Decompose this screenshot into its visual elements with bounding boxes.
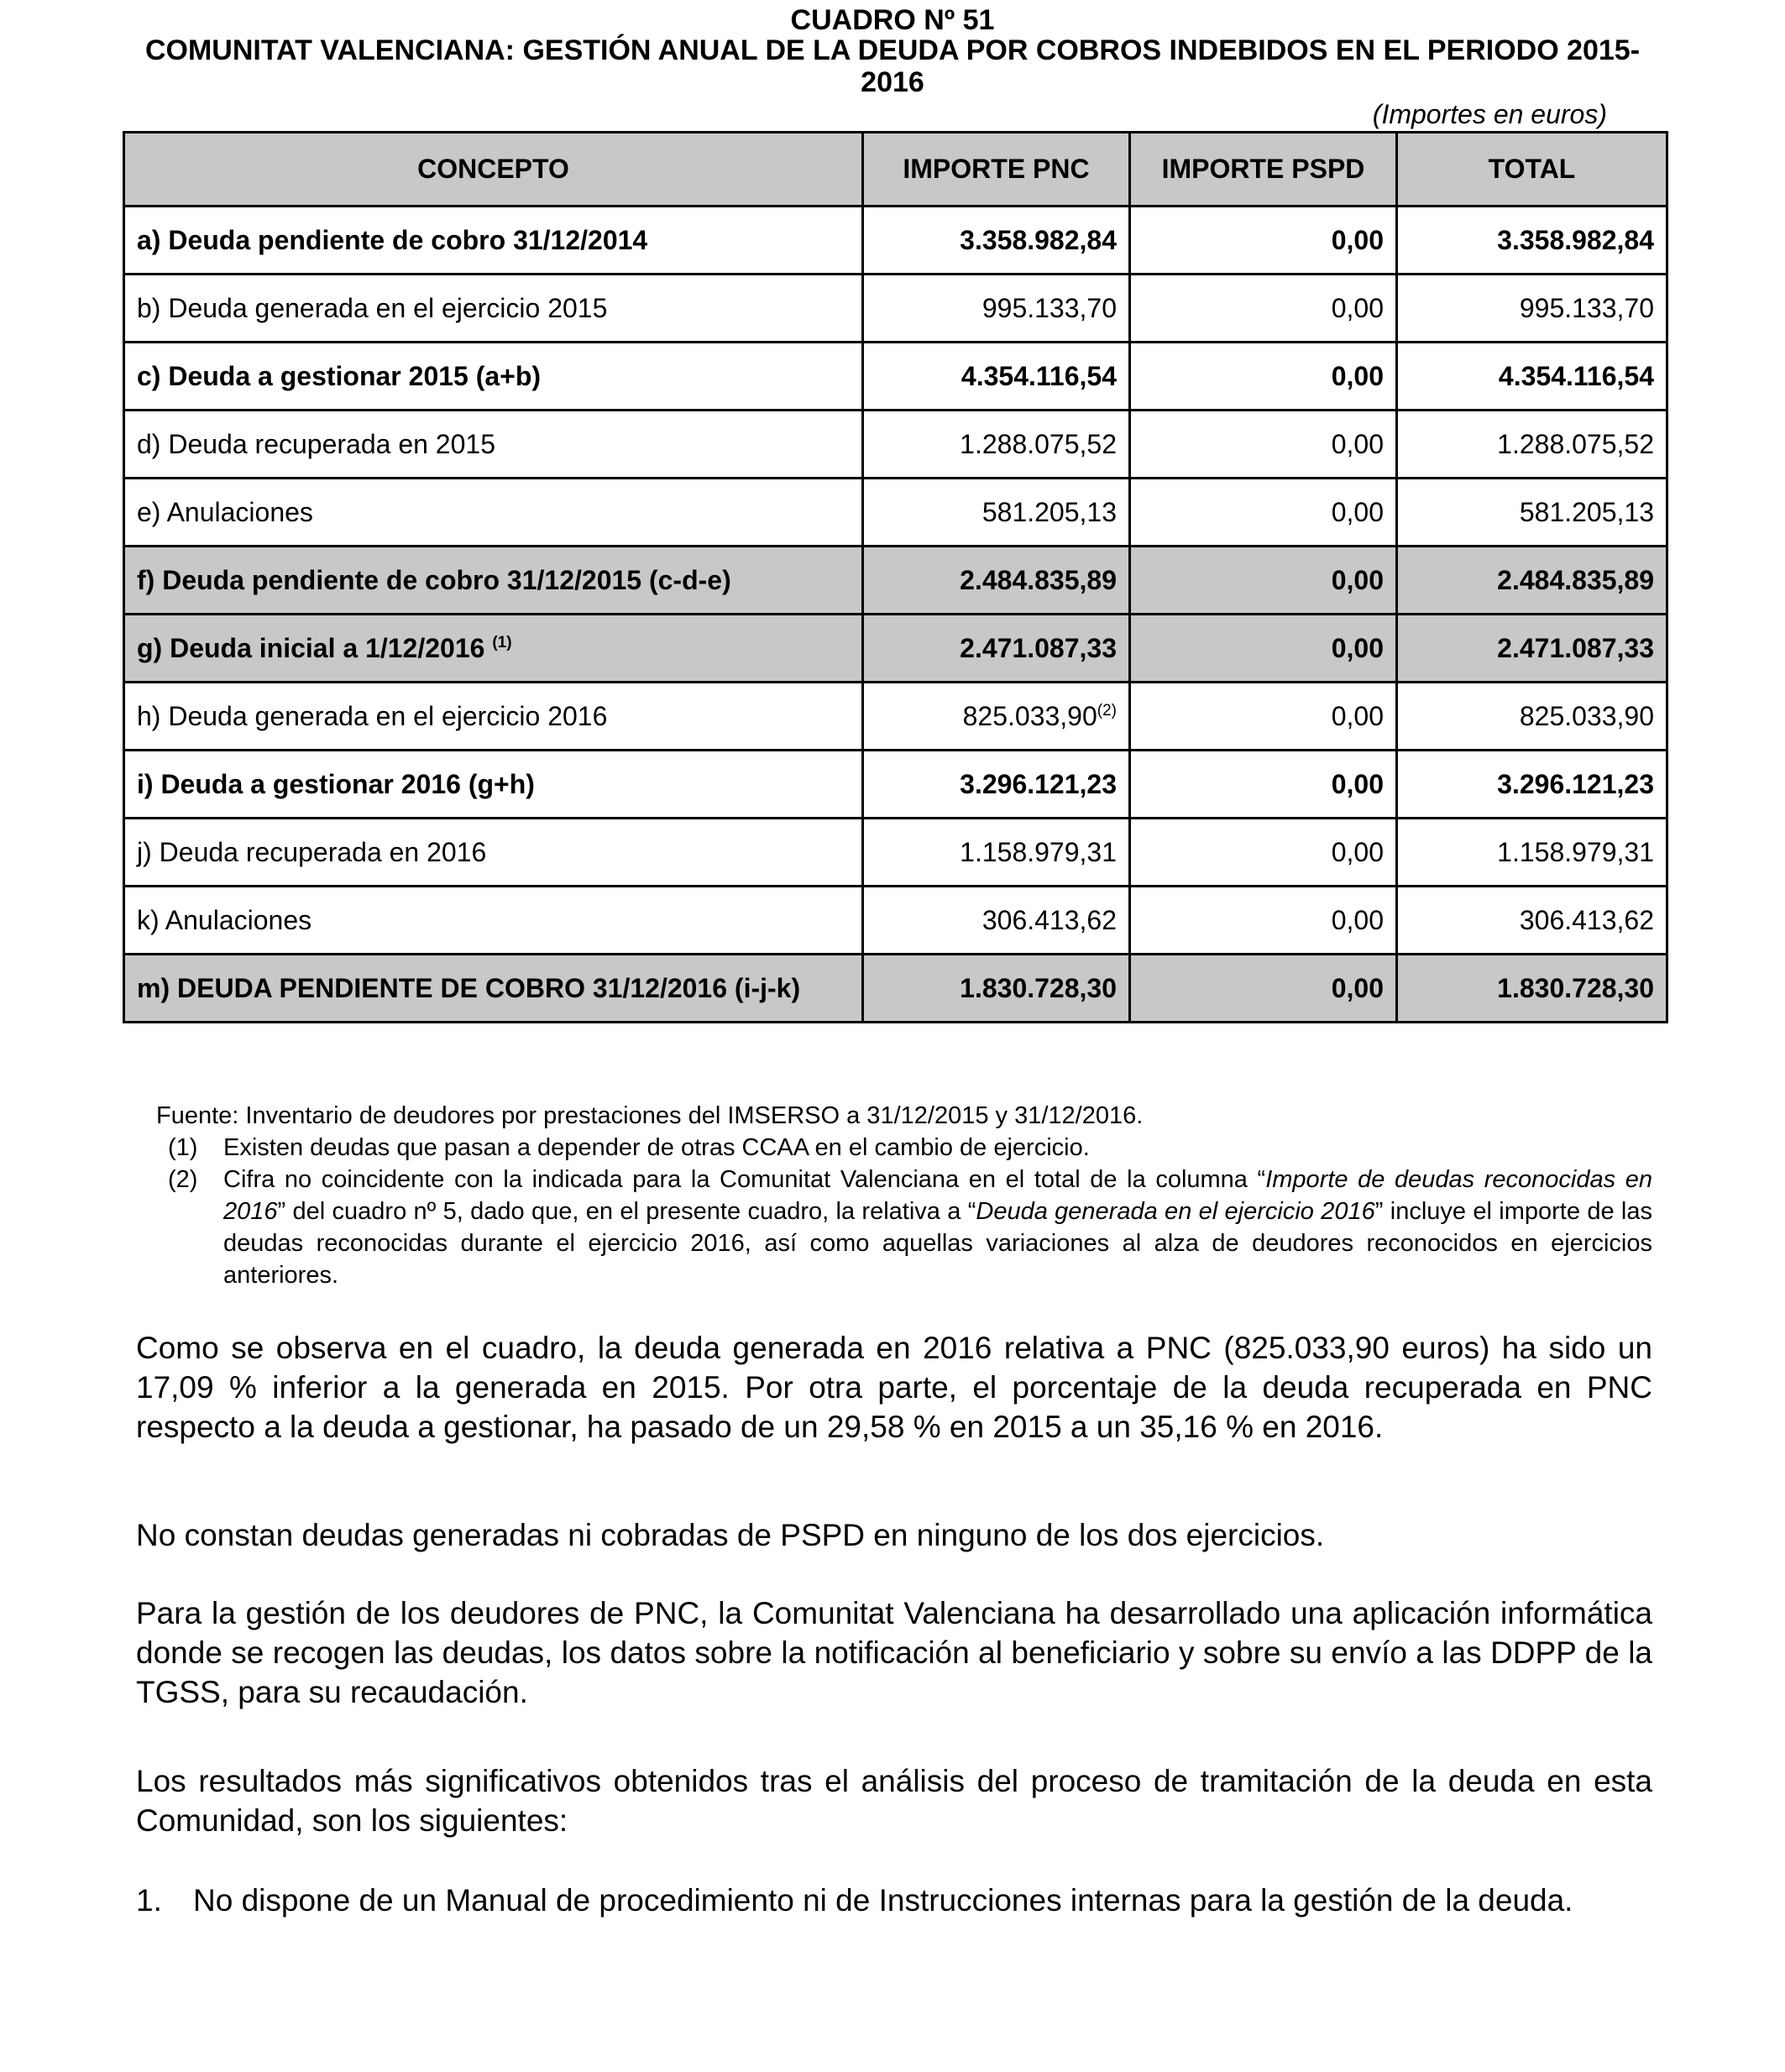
row-pnc: 2.471.087,33	[863, 615, 1130, 683]
row-concept: a) Deuda pendiente de cobro 31/12/2014	[124, 207, 863, 275]
row-total: 3.358.982,84	[1397, 207, 1667, 275]
footnote-2-mark: (2)	[168, 1166, 198, 1193]
title-line-2: COMUNITAT VALENCIANA: GESTIÓN ANUAL DE LA DEUDA POR COBROS INDEBIDOS EN EL PERIODO 2015-	[144, 34, 1641, 66]
table-row	[124, 683, 1667, 751]
table-row	[124, 955, 1667, 1023]
table-row	[124, 547, 1667, 615]
footnote-2	[156, 1164, 1652, 1291]
row-total: 2.484.835,89	[1397, 547, 1667, 615]
footnote-2-text-b: Importe de deudas reconocidas en 2016	[223, 1166, 1653, 1225]
row-pnc: 825.033,90	[962, 700, 1097, 731]
row-total: 4.354.116,54	[1397, 343, 1667, 411]
row-concept: d) Deuda recuperada en 2015	[124, 411, 863, 479]
row-total: 2.471.087,33	[1397, 615, 1667, 683]
footnote-1-mark: (1)	[168, 1134, 198, 1161]
row-pnc: 1.158.979,31	[863, 819, 1130, 887]
footnote-2-text-a: Cifra no coincidente con la indicada para la Comunitat Valenciana en el total de la columna “	[223, 1166, 1266, 1193]
row-pnc: 306.413,62	[863, 887, 1130, 955]
row-total: 1.288.075,52	[1397, 411, 1667, 479]
row-pspd: 0,00	[1130, 343, 1397, 411]
row-total: 995.133,70	[1397, 275, 1667, 343]
row-total: 1.158.979,31	[1397, 819, 1667, 887]
table-row	[124, 411, 1667, 479]
list-item-number: 1.	[136, 1883, 162, 1918]
row-total: 306.413,62	[1397, 887, 1667, 955]
row-pnc: 4.354.116,54	[863, 343, 1130, 411]
row-pnc: 995.133,70	[863, 275, 1130, 343]
row-total: 3.296.121,23	[1397, 751, 1667, 819]
header-importe-pspd: IMPORTE PSPD	[1130, 133, 1397, 207]
debt-table	[123, 131, 1668, 1023]
row-pspd: 0,00	[1130, 751, 1397, 819]
units-note: (Importes en euros)	[1372, 99, 1607, 129]
paragraph-4: Los resultados más significativos obtenidos tras el análisis del proceso de tramitación de la deuda en esta Comunidad, son los siguientes:	[136, 1764, 1652, 1838]
footnote-1-text: Existen deudas que pasan a depender de otras CCAA en el cambio de ejercicio.	[223, 1134, 1090, 1161]
footnote-2-text-e: ” incluye el importe de las deudas reconocidas durante el ejercicio 2016, así como aquellas variaciones al alza de deudores reconocidos en ejercicios anteriores.	[223, 1198, 1652, 1289]
row-pspd: 0,00	[1130, 547, 1397, 615]
list-item	[136, 1881, 1652, 1920]
list-item-text: No dispone de un Manual de procedimiento ni de Instrucciones internas para la gestión de la deuda.	[193, 1883, 1573, 1918]
row-pnc: 581.205,13	[863, 479, 1130, 547]
row-concept: f) Deuda pendiente de cobro 31/12/2015 (c-d-e)	[124, 547, 863, 615]
row-pspd: 0,00	[1130, 683, 1397, 751]
row-concept: b) Deuda generada en el ejercicio 2015	[124, 275, 863, 343]
row-concept: i) Deuda a gestionar 2016 (g+h)	[124, 751, 863, 819]
title-line-1: CUADRO Nº 51	[790, 4, 995, 36]
row-pspd: 0,00	[1130, 887, 1397, 955]
table-row	[124, 615, 1667, 683]
row-pspd: 0,00	[1130, 207, 1397, 275]
row-pnc: 1.830.728,30	[863, 955, 1130, 1023]
header-importe-pnc: IMPORTE PNC	[863, 133, 1130, 207]
row-concept: h) Deuda generada en el ejercicio 2016	[124, 683, 863, 751]
row-concept: e) Anulaciones	[124, 479, 863, 547]
footnote-ref-1: (1)	[492, 633, 512, 651]
row-total: 825.033,90	[1397, 683, 1667, 751]
row-pspd: 0,00	[1130, 479, 1397, 547]
table-row	[124, 751, 1667, 819]
footnote-2-text-d: Deuda generada en el ejercicio 2016	[976, 1198, 1375, 1225]
row-pspd: 0,00	[1130, 275, 1397, 343]
row-concept: m) DEUDA PENDIENTE DE COBRO 31/12/2016 (i-j-k)	[124, 955, 863, 1023]
paragraph-1: Como se observa en el cuadro, la deuda generada en 2016 relativa a PNC (825.033,90 euros) ha sido un 17,09 % inferior a la generada en 2015. Por otra parte, el porcentaje de la deuda recuperada en PNC respecto a la deuda a gestionar, ha pasado de un 29,58 % en 2015 a un 35,16 % en 2016.	[136, 1331, 1652, 1444]
row-concept: j) Deuda recuperada en 2016	[124, 819, 863, 887]
header-total: TOTAL	[1397, 133, 1667, 207]
row-pnc: 2.484.835,89	[863, 547, 1130, 615]
footnote-1	[156, 1132, 1652, 1164]
row-total: 581.205,13	[1397, 479, 1667, 547]
row-concept: c) Deuda a gestionar 2015 (a+b)	[124, 343, 863, 411]
title-line-3: 2016	[861, 66, 924, 98]
row-pspd: 0,00	[1130, 615, 1397, 683]
table-row	[124, 275, 1667, 343]
paragraph-3: Para la gestión de los deudores de PNC, la Comunitat Valenciana ha desarrollado una aplicación informática donde se recogen las deudas, los datos sobre la notificación al beneficiario y sobre su envío a las DDPP de la TGSS, para su recaudación.	[136, 1596, 1652, 1709]
table-header-row	[124, 133, 1667, 207]
header-concepto: CONCEPTO	[124, 133, 863, 207]
row-pnc: 3.358.982,84	[863, 207, 1130, 275]
row-pnc-cell	[863, 683, 1130, 751]
row-total: 1.830.728,30	[1397, 955, 1667, 1023]
table-row	[124, 887, 1667, 955]
table-row	[124, 207, 1667, 275]
row-concept: k) Anulaciones	[124, 887, 863, 955]
row-pspd: 0,00	[1130, 819, 1397, 887]
row-pnc: 1.288.075,52	[863, 411, 1130, 479]
paragraph-2: No constan deudas generadas ni cobradas de PSPD en ninguno de los dos ejercicios.	[136, 1518, 1325, 1552]
table-row	[124, 343, 1667, 411]
row-pnc: 3.296.121,23	[863, 751, 1130, 819]
source-note: Fuente: Inventario de deudores por prestaciones del IMSERSO a 31/12/2015 y 31/12/2016.	[156, 1102, 1144, 1129]
row-concept-cell	[124, 615, 863, 683]
table-row	[124, 819, 1667, 887]
footnote-2-text-c: ” del cuadro nº 5, dado que, en el presente cuadro, la relativa a “	[277, 1198, 976, 1225]
row-pspd: 0,00	[1130, 955, 1397, 1023]
footnote-ref-2: (2)	[1097, 701, 1117, 719]
row-concept: g) Deuda inicial a 1/12/2016	[137, 632, 485, 663]
table-notes	[156, 1100, 1652, 1291]
row-pspd: 0,00	[1130, 411, 1397, 479]
table-row	[124, 479, 1667, 547]
